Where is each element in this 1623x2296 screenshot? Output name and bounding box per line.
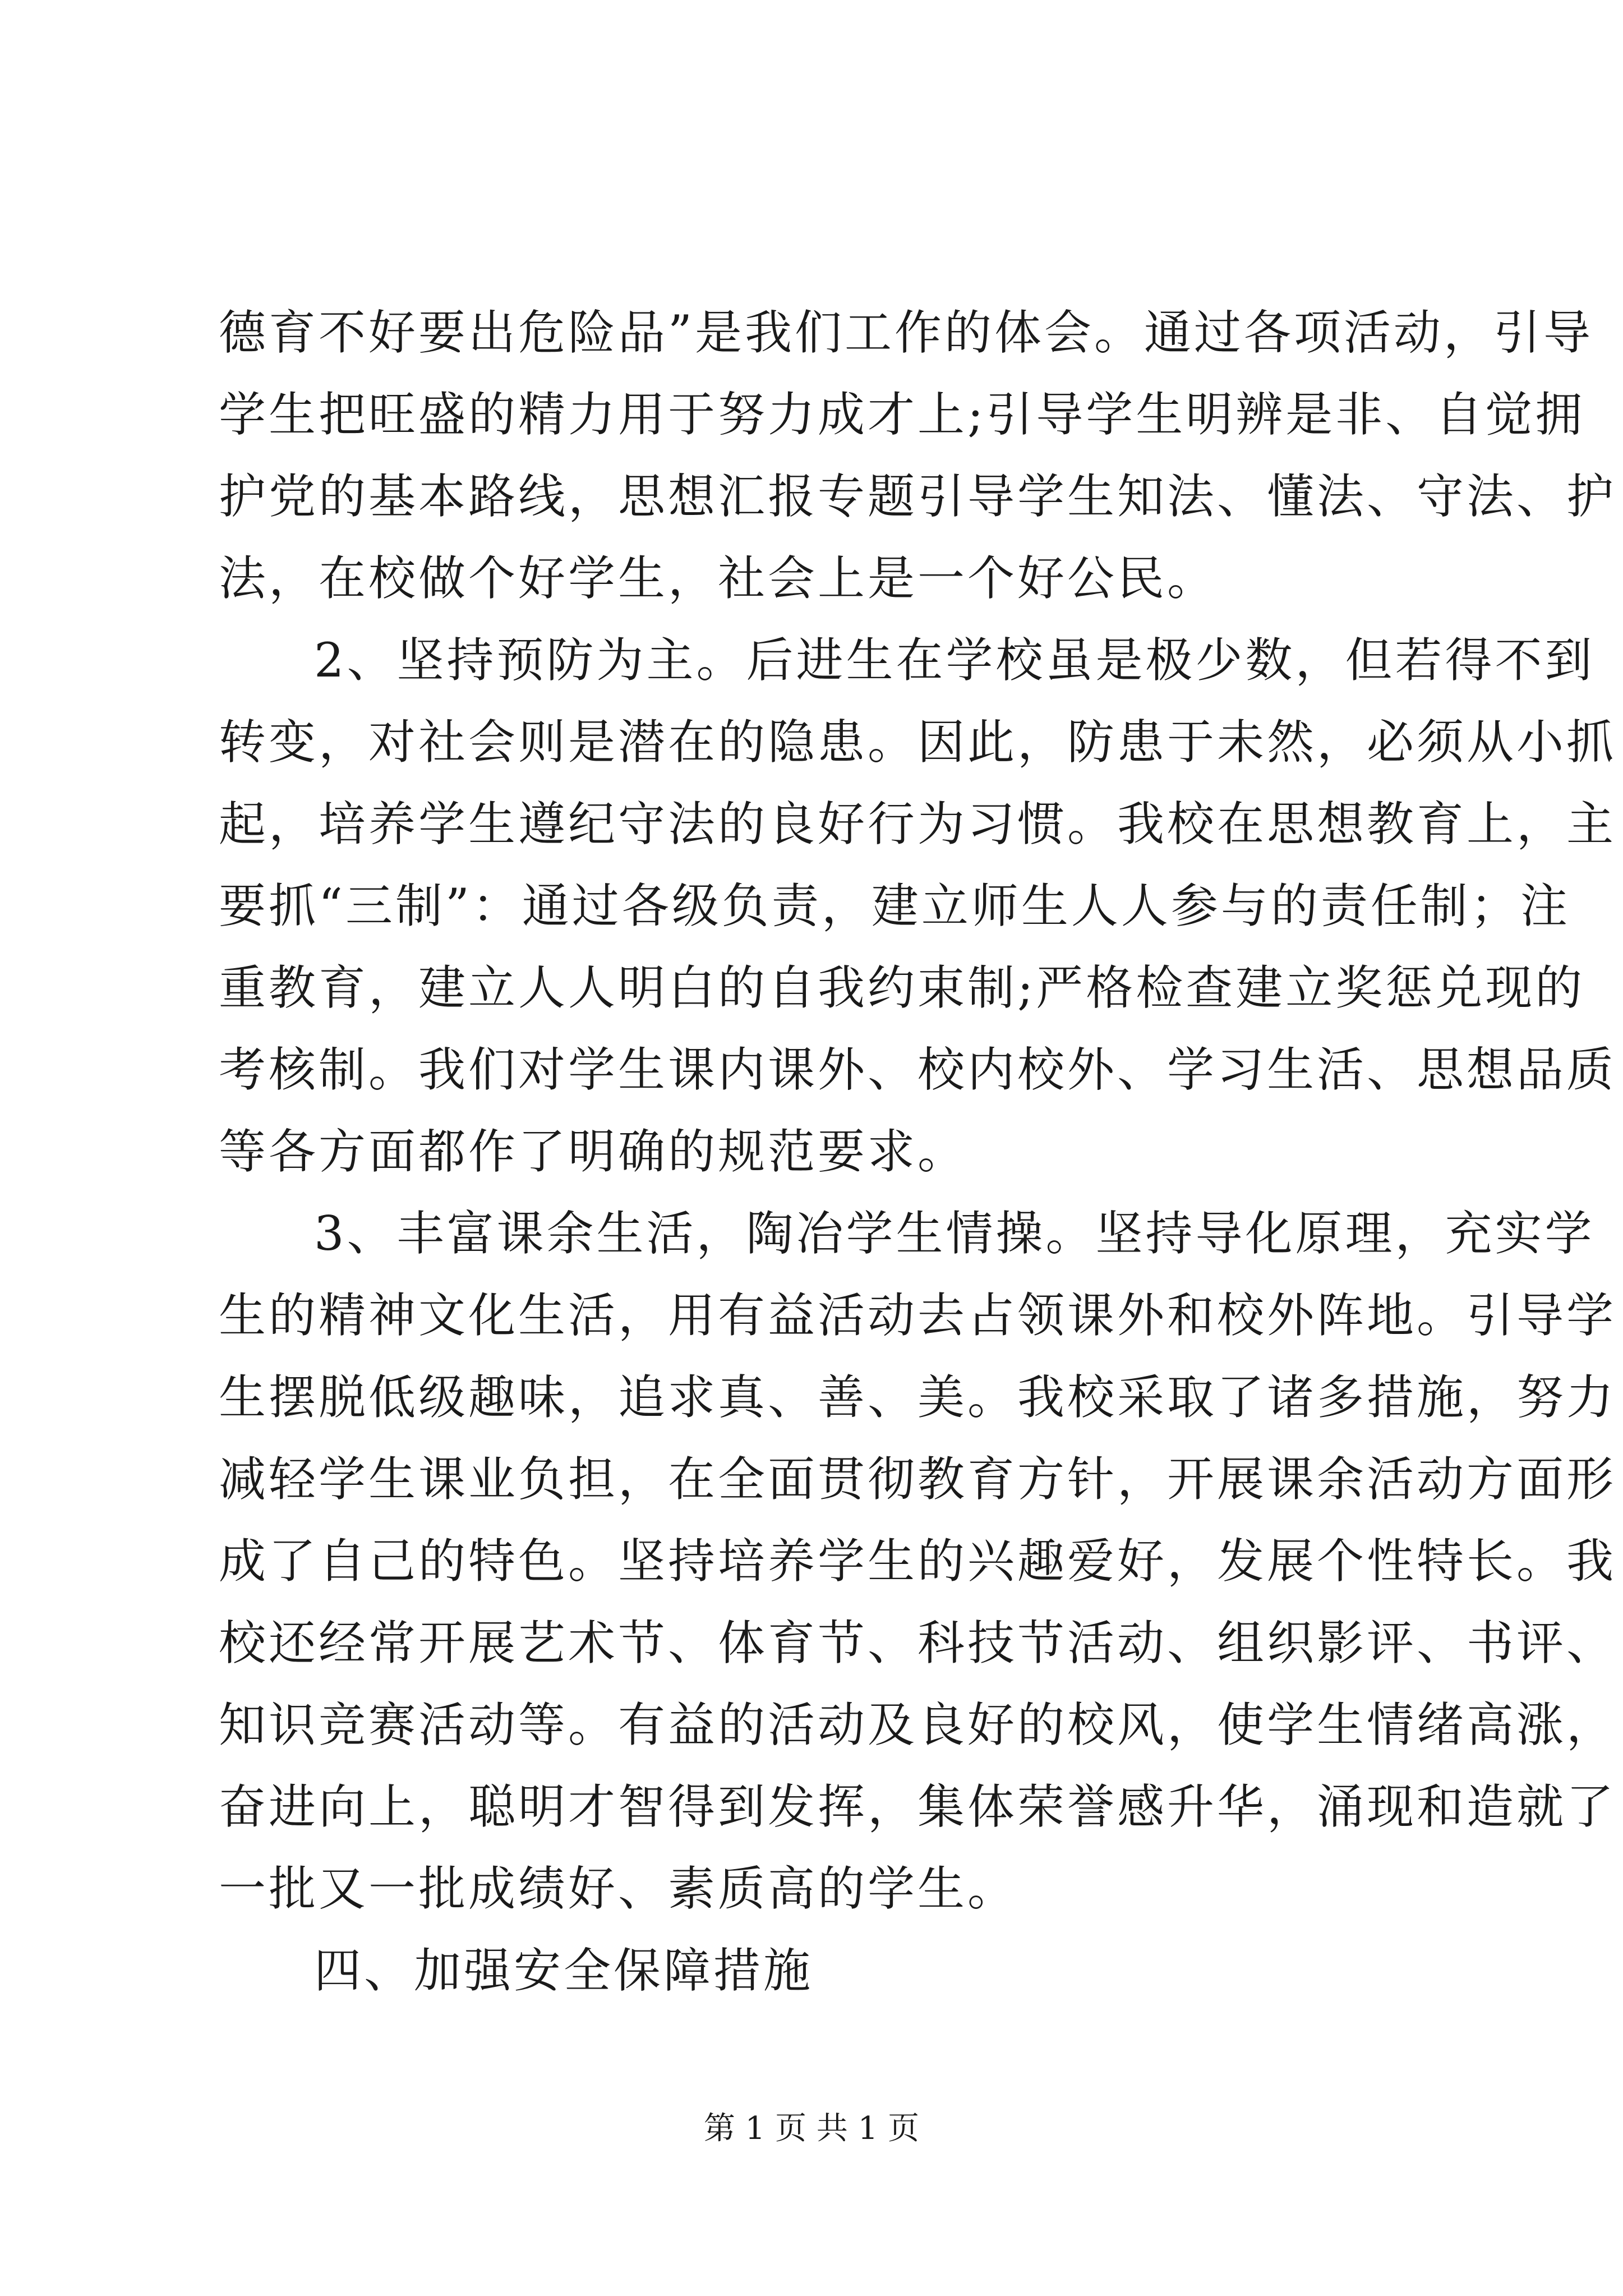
text-line: 减轻学生课业负担，在全面贯彻教育方针，开展课余活动方面形 [219,1452,1617,1507]
text-line: 等各方面都作了明确的规范要求。 [219,1124,968,1179]
paragraph-start-line: 3、丰富课余生活，陶冶学生情操。坚持导化原理，充实学 [314,1206,1595,1261]
text-line: 生摆脱低级趣味，追求真、善、美。我校采取了诸多措施，努力 [219,1370,1617,1425]
document-body [219,292,1617,2012]
text-line: 考核制。我们对学生课内课外、校内校外、学习生活、思想品质 [219,1042,1617,1097]
text-line: 校还经常开展艺术节、体育节、科技节活动、组织影评、书评、 [219,1616,1617,1671]
text-line: 起，培养学生遵纪守法的良好行为习惯。我校在思想教育上，主 [219,797,1617,852]
text-line: 重教育，建立人人明白的自我约束制;严格检查建立奖惩兑现的 [219,960,1585,1015]
text-line: 生的精神文化生活，用有益活动去占领课外和校外阵地。引导学 [219,1288,1617,1343]
text-line: 法，在校做个好学生，社会上是一个好公民。 [219,551,1218,606]
text-line: 要抓“三制”：通过各级负责，建立师生人人参与的责任制；注 [219,878,1570,933]
section-heading: 四、加强安全保障措施 [314,1943,814,1998]
page-number-footer: 第 1 页 共 1 页 [703,2110,920,2147]
text-line: 护党的基本路线，思想汇报专题引导学生知法、懂法、守法、护 [219,469,1617,524]
text-line: 一批又一批成绩好、素质高的学生。 [219,1861,1018,1916]
text-line: 成了自己的特色。坚持培养学生的兴趣爱好，发展个性特长。我 [219,1534,1617,1589]
text-line: 知识竞赛活动等。有益的活动及良好的校风，使学生情绪高涨， [219,1697,1617,1752]
paragraph-start-line: 2、坚持预防为主。后进生在学校虽是极少数，但若得不到 [314,633,1595,688]
text-line: 学生把旺盛的精力用于努力成才上;引导学生明辨是非、自觉拥 [219,387,1585,442]
text-line: 德育不好要出危险品”是我们工作的体会。通过各项活动，引导 [219,305,1593,360]
text-line: 奋进向上，聪明才智得到发挥，集体荣誉感升华，涌现和造就了 [219,1779,1617,1834]
text-line: 转变，对社会则是潜在的隐患。因此，防患于未然，必须从小抓 [219,715,1617,770]
